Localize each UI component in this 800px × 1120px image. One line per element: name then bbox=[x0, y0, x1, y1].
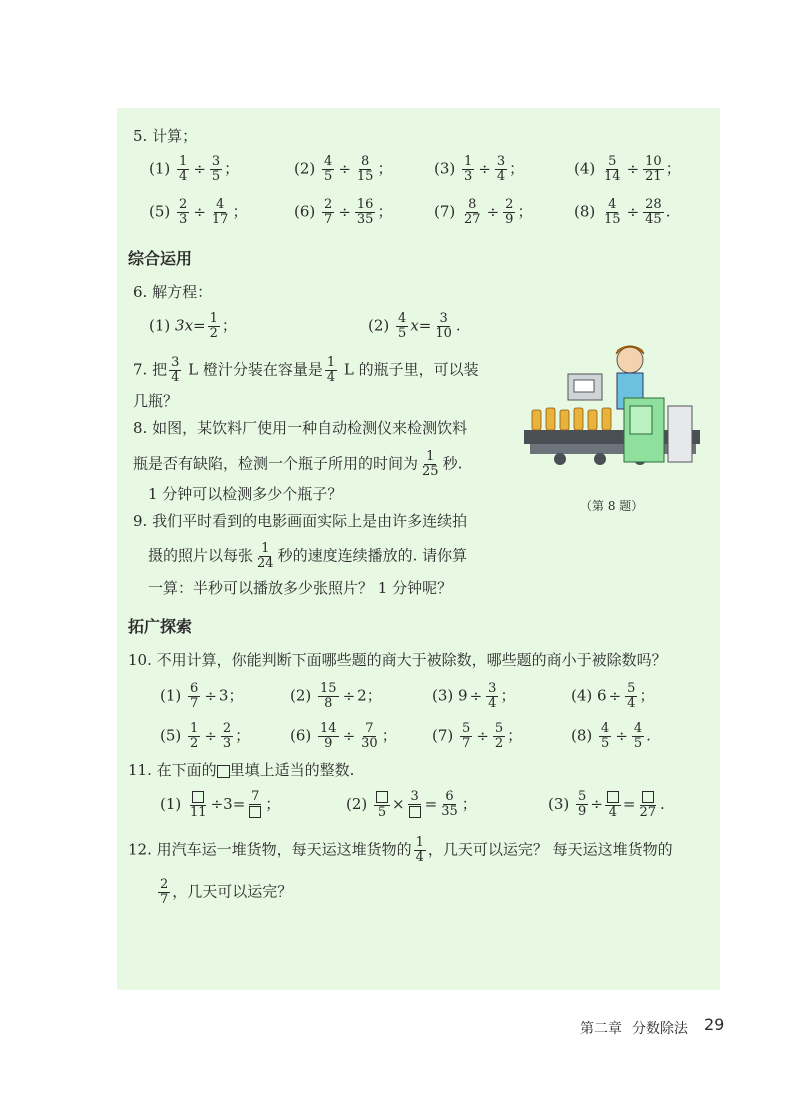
problem-7-line2: 几瓶？ bbox=[133, 392, 179, 410]
problem-9-line1: 9. 我们平时看到的电影画面实际上是由许多连续拍 bbox=[133, 512, 468, 530]
problem-11-item2: (2) 5 × 3 = $\frac{6}{35}$ ； bbox=[346, 789, 477, 820]
problem-6-eq2: (2) $\frac{4}{5}$ x= $\frac{3}{10}$ . bbox=[368, 311, 461, 341]
problem-10-item: (7) $\frac{5}{7}$ ÷ $\frac{5}{2}$ ； bbox=[432, 721, 523, 751]
problem-5-item: (1) $\frac{1}{4}$ ÷ $\frac{3}{5}$ ； bbox=[149, 154, 240, 184]
problem-10-item: (3) 9 ÷ $\frac{3}{4}$ ； bbox=[432, 681, 516, 711]
bottle-inspection-illustration bbox=[520, 338, 708, 480]
blank-box-icon bbox=[376, 791, 388, 803]
problem-8-line3: 1 分钟可以检测多少个瓶子？ bbox=[148, 485, 343, 503]
section-title-explore: 拓广探索 bbox=[128, 617, 193, 636]
problem-5-label: 5. 计算； bbox=[133, 127, 198, 145]
problem-8-line2: 瓶是否有缺陷，检测一个瓶子所用的时间为 $\frac{1}{25}$ 秒. bbox=[133, 449, 463, 479]
problem-6-eq1: (1) 3x= $\frac{1}{2}$ ； bbox=[149, 311, 237, 341]
blank-box-icon bbox=[217, 765, 230, 778]
problem-9-line2: 摄的照片以每张 $\frac{1}{24}$ 秒的速度连续播放的. 请你算 bbox=[148, 541, 468, 571]
problem-7-line1: 7. 把 $\frac{3}{4}$ L 橙汁分装在容量是 $\frac{1}{4}$ L 的瓶子里，可以装 bbox=[133, 355, 479, 385]
problem-10-item: (5) $\frac{1}{2}$ ÷ $\frac{2}{3}$ ； bbox=[160, 721, 251, 751]
blank-box-icon bbox=[249, 806, 261, 818]
problem-5-item: (5) $\frac{2}{3}$ ÷ $\frac{4}{17}$ ； bbox=[149, 197, 248, 227]
footer-chapter: 第二章 bbox=[580, 1021, 622, 1037]
problem-9-line3: 一算：半秒可以播放多少张照片？ 1 分钟呢？ bbox=[148, 579, 453, 597]
problem-5-item: (8) $\frac{4}{15}$ ÷ $\frac{28}{45}$ . bbox=[574, 197, 671, 227]
problem-10-item: (1) $\frac{6}{7}$ ÷ 3； bbox=[160, 681, 244, 711]
blank-box-icon bbox=[409, 806, 421, 818]
section-title-apply: 综合运用 bbox=[128, 249, 193, 268]
problem-12-line2: $\frac{2}{7}$ ，几天可以运完？ bbox=[160, 877, 293, 907]
problem-10-item: (8) $\frac{4}{5}$ ÷ $\frac{4}{5}$ . bbox=[571, 721, 651, 751]
problem-10-item: (6) $\frac{14}{9}$ ÷ $\frac{7}{30}$ ； bbox=[290, 721, 397, 751]
problem-5-item: (6) $\frac{2}{7}$ ÷ $\frac{16}{35}$ ； bbox=[294, 197, 393, 227]
problem-11-item3: (3) $\frac{5}{9}$ ÷ 4 = 27 . bbox=[548, 789, 665, 820]
problem-5-item: (7) $\frac{8}{27}$ ÷ $\frac{2}{9}$ ； bbox=[434, 197, 533, 227]
blank-box-icon bbox=[642, 791, 654, 803]
problem-10-item: (4) 6 ÷ $\frac{5}{4}$ ； bbox=[571, 681, 655, 711]
problem-10-label: 10. 不用计算，你能判断下面哪些题的商大于被除数，哪些题的商小于被除数吗？ bbox=[128, 651, 667, 669]
problem-11-label: 11. 在下面的 里填上适当的整数. bbox=[128, 761, 355, 779]
problem-5-item: (2) $\frac{4}{5}$ ÷ $\frac{8}{15}$ ； bbox=[294, 154, 393, 184]
footer-title: 分数除法 bbox=[632, 1021, 688, 1037]
problem-11-item1: (1) 11 ÷3= 7 ； bbox=[160, 789, 281, 820]
problem-6-label: 6. 解方程： bbox=[133, 283, 213, 301]
figure-caption: （第 8 题） bbox=[580, 499, 644, 513]
blank-box-icon bbox=[607, 791, 619, 803]
problem-10-item: (2) $\frac{15}{8}$ ÷ 2； bbox=[290, 681, 382, 711]
problem-8-line1: 8. 如图，某饮料厂使用一种自动检测仪来检测饮料 bbox=[133, 419, 468, 437]
problem-5-item: (3) $\frac{1}{3}$ ÷ $\frac{3}{4}$ ； bbox=[434, 154, 525, 184]
problem-5-item: (4) $\frac{5}{14}$ ÷ $\frac{10}{21}$ ； bbox=[574, 154, 681, 184]
problem-12-line1: 12. 用汽车运一堆货物，每天运这堆货物的 $\frac{1}{4}$ ，几天可以运完？ 每天运这堆货物的 bbox=[128, 835, 673, 865]
blank-box-icon bbox=[192, 791, 204, 803]
page-number: 29 bbox=[704, 1015, 725, 1034]
